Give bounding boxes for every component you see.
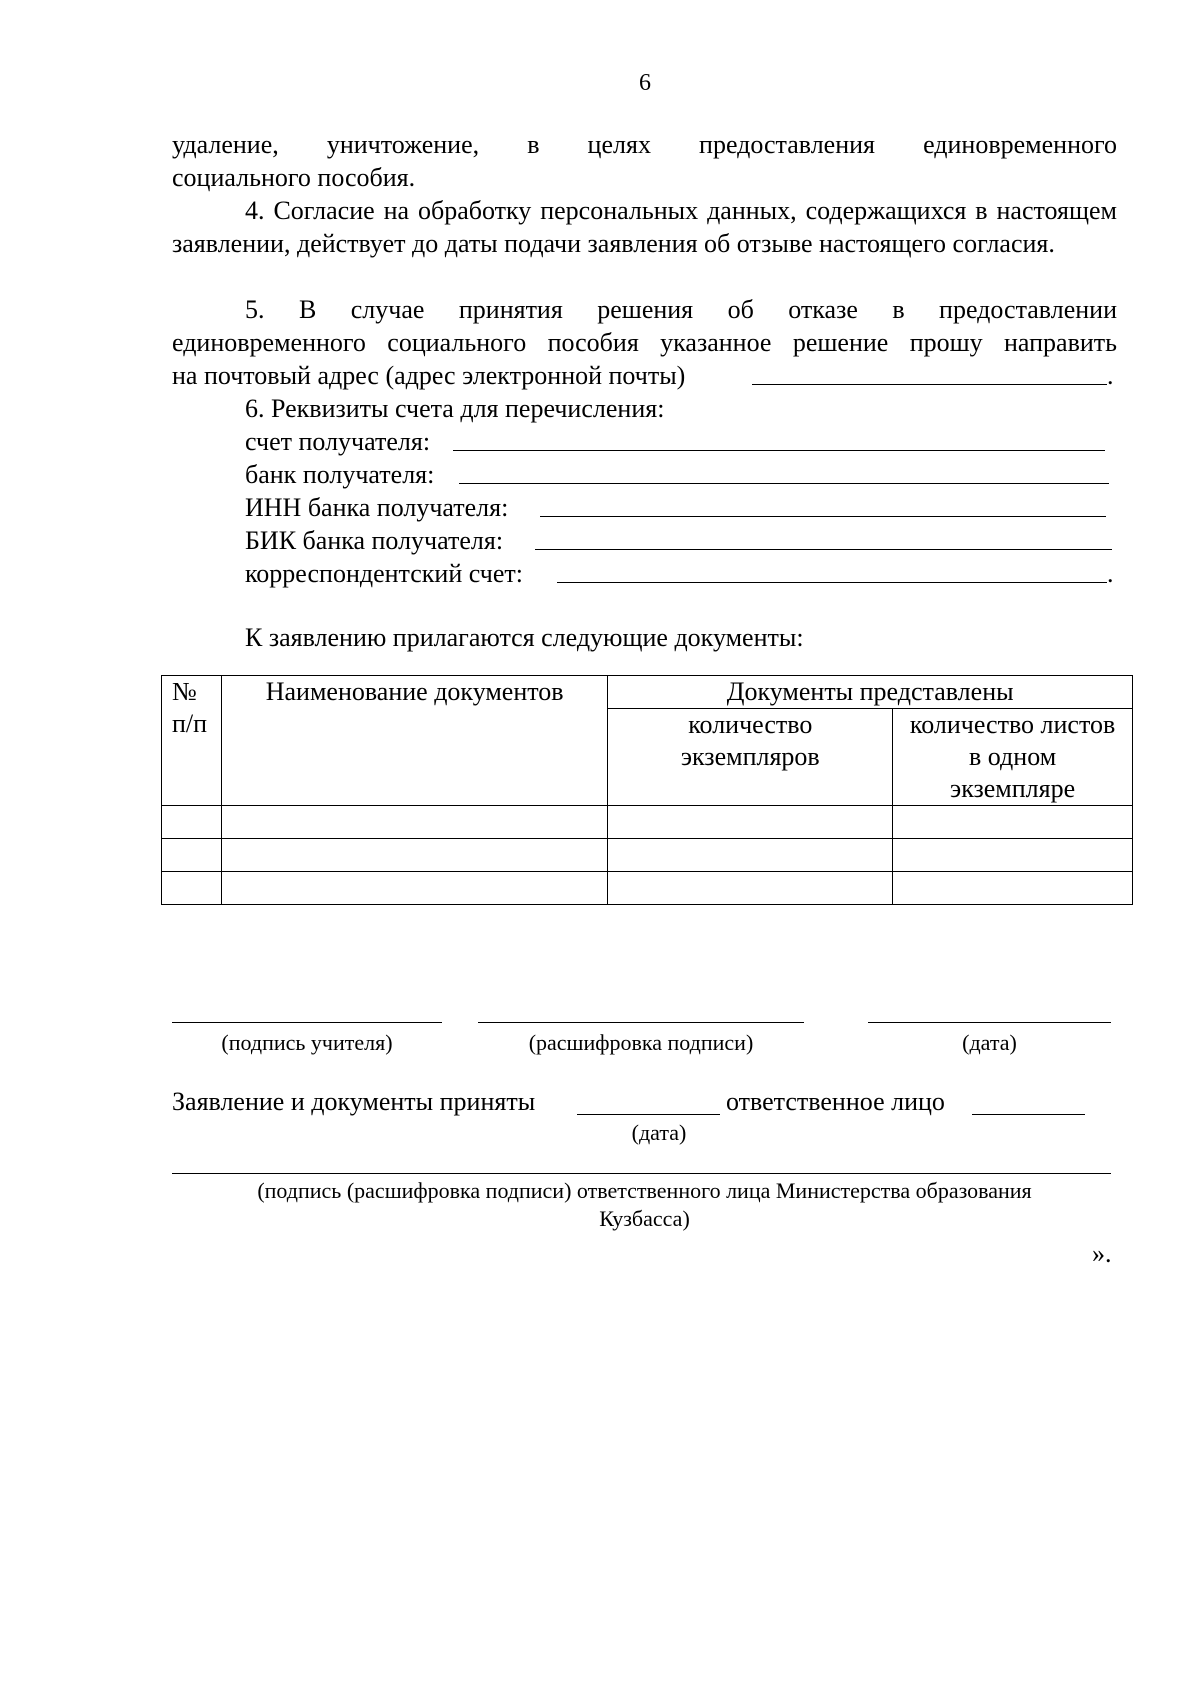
official-caption-line-1: (подпись (расшифровка подписи) ответственного лица Министерства образования [257, 1178, 1032, 1203]
paragraph-5-line-1: 5. В случае принятия решения об отказе в предоставлении [245, 295, 1117, 324]
correspondent-account-field[interactable] [557, 582, 1107, 583]
col-group-header: Документы представлены [608, 676, 1133, 709]
signature-decoding-line[interactable] [478, 1022, 804, 1023]
documents-table [161, 675, 1133, 905]
bank-inn-field[interactable] [540, 516, 1106, 517]
table-cell[interactable] [162, 839, 222, 872]
section-6-title: 6. Реквизиты счета для перечисления: [245, 394, 665, 423]
table-cell[interactable] [608, 839, 893, 872]
table-cell[interactable] [221, 806, 607, 839]
closing-quote: ». [1092, 1239, 1112, 1268]
signature-date-caption: (дата) [962, 1030, 1017, 1055]
table-row [162, 806, 1133, 839]
recipient-bank-field[interactable] [459, 483, 1109, 484]
paragraph-5-line-2: единовременного социального пособия указанное решение прошу направить [172, 328, 1117, 357]
attachments-intro: К заявлению прилагаются следующие документы: [245, 623, 804, 652]
official-caption-line-2: Кузбасса) [599, 1206, 690, 1231]
recipient-account-label: счет получателя: [245, 427, 431, 456]
signature-date-line[interactable] [868, 1022, 1111, 1023]
bank-bik-label: БИК банка получателя: [245, 526, 504, 555]
table-cell[interactable] [608, 806, 893, 839]
col-document-name-header: Наименование документов [221, 676, 607, 806]
official-signature-line[interactable] [172, 1173, 1111, 1174]
bank-bik-field[interactable] [535, 549, 1112, 550]
para-top-line: удаление, уничтожение, в целях предоставления единовременного [172, 130, 1117, 159]
postal-address-field[interactable] [752, 384, 1107, 385]
col-number-header: № п/п [162, 676, 222, 806]
teacher-signature-line[interactable] [172, 1022, 442, 1023]
col-copies-header: количество экземпляров [608, 709, 893, 806]
table-cell[interactable] [893, 872, 1133, 905]
recipient-bank-label: банк получателя: [245, 460, 435, 489]
table-row [162, 839, 1133, 872]
table-cell[interactable] [893, 806, 1133, 839]
table-cell[interactable] [608, 872, 893, 905]
accepted-date-field[interactable] [577, 1114, 720, 1115]
period: . [1107, 361, 1114, 390]
page-number: 6 [639, 70, 651, 96]
table-cell[interactable] [221, 839, 607, 872]
period: . [1107, 559, 1114, 588]
table-header-row [162, 676, 1133, 709]
bank-inn-label: ИНН банка получателя: [245, 493, 509, 522]
col-sheets-header: количество листов в одном экземпляре [893, 709, 1133, 806]
paragraph-4: 4. Согласие на обработку персональных данных, содержащихся в настоящем заявлении, действует до даты подачи заявления об отзыве настоящего согласия. [172, 196, 1117, 258]
correspondent-account-label: корреспондентский счет: [245, 559, 523, 588]
recipient-account-field[interactable] [453, 450, 1105, 451]
responsible-person-text: ответственное лицо [726, 1087, 945, 1116]
table-cell[interactable] [221, 872, 607, 905]
para-top-last: социального пособия. [172, 163, 416, 192]
teacher-signature-caption: (подпись учителя) [221, 1030, 393, 1055]
table-cell[interactable] [893, 839, 1133, 872]
responsible-person-field[interactable] [972, 1114, 1085, 1115]
table-cell[interactable] [162, 872, 222, 905]
table-row [162, 872, 1133, 905]
signature-decoding-caption: (расшифровка подписи) [528, 1030, 754, 1055]
paragraph-5-line-3: на почтовый адрес (адрес электронной почты) [172, 361, 686, 390]
accepted-text: Заявление и документы приняты [172, 1087, 536, 1116]
accepted-date-caption: (дата) [631, 1120, 687, 1145]
table-cell[interactable] [162, 806, 222, 839]
